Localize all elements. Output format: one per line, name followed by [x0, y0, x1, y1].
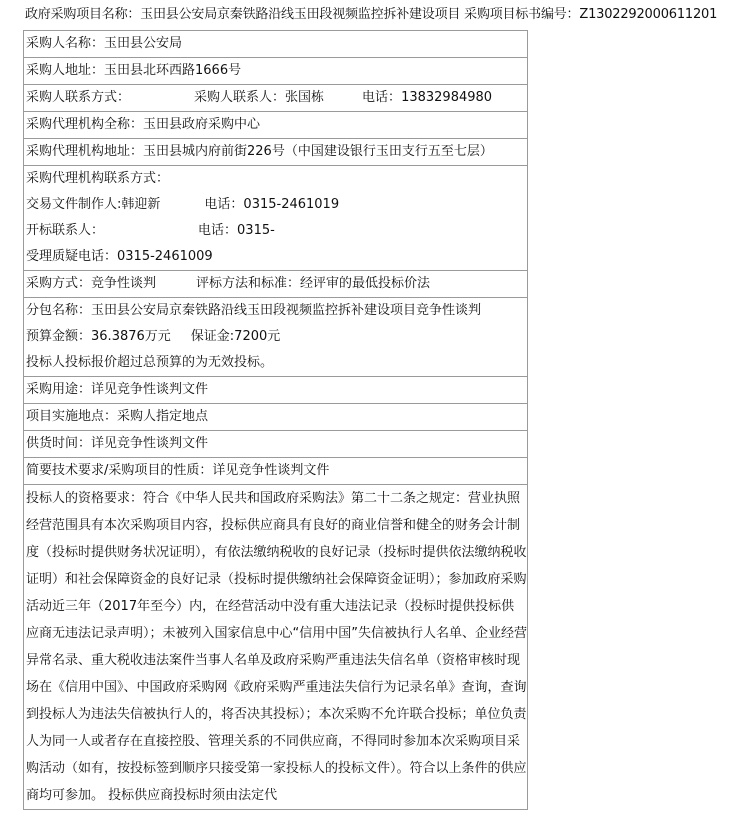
- project-name: 玉田县公安局京秦铁路沿线玉田段视频监控拆补建设项目: [140, 7, 461, 22]
- budget-label: 预算金额：: [26, 329, 92, 344]
- location-cell: [24, 404, 528, 431]
- method: 竞争性谈判: [91, 276, 157, 291]
- table-row: [24, 166, 528, 271]
- procurement-info-table: [23, 30, 528, 810]
- query-phone: 0315-2461009: [117, 249, 213, 264]
- tech: 详见竞争性谈判文件: [212, 463, 330, 478]
- eval-label: 评标方法和标准：: [196, 276, 301, 291]
- buyer-name-cell: [24, 31, 528, 58]
- project-no: Z1302292000611201: [579, 7, 718, 22]
- location: 采购人指定地点: [117, 409, 209, 424]
- tech-label: 简要技术要求/采购项目的性质：: [26, 463, 213, 478]
- table-row: [24, 271, 528, 298]
- buyer-name: 玉田县公安局: [104, 36, 183, 51]
- deposit: 7200元: [234, 329, 281, 344]
- package-cell: [24, 298, 528, 377]
- opening-phone-label: 电话：: [198, 223, 238, 238]
- buyer-contact-label: 采购人联系方式：: [26, 90, 131, 105]
- table-row: [24, 85, 528, 112]
- table-row: [24, 485, 528, 810]
- purpose: 详见竞争性谈判文件: [91, 382, 209, 397]
- table-row: [24, 298, 528, 377]
- package-label: 分包名称：: [26, 303, 92, 318]
- buyer-name-label: 采购人名称：: [26, 36, 105, 51]
- agency-contact-label: 采购代理机构联系方式：: [26, 171, 170, 186]
- project-name-label: 政府采购项目名称：: [25, 7, 141, 22]
- table-row: [24, 31, 528, 58]
- location-label: 项目实施地点：: [26, 409, 118, 424]
- doc-maker-phone-label: 电话：: [204, 197, 244, 212]
- buyer-address-cell: [24, 58, 528, 85]
- doc-maker: 韩迎新: [121, 197, 161, 212]
- method-label: 采购方式：: [26, 276, 92, 291]
- table-row: [24, 112, 528, 139]
- agency-address-label: 采购代理机构地址：: [26, 144, 144, 159]
- delivery-cell: [24, 431, 528, 458]
- table-row: [24, 404, 528, 431]
- qualification-cell: [24, 485, 528, 810]
- purpose-label: 采购用途：: [26, 382, 92, 397]
- buyer-person: 张国栋: [285, 90, 325, 105]
- purpose-cell: [24, 377, 528, 404]
- table-row: [24, 458, 528, 485]
- agency-name-cell: [24, 112, 528, 139]
- query-phone-label: 受理质疑电话：: [26, 249, 118, 264]
- buyer-phone-label: 电话：: [362, 90, 402, 105]
- over-budget-note: 投标人投标报价超过总预算的为无效投标。: [26, 355, 274, 370]
- opening-phone: 0315-: [237, 223, 275, 238]
- buyer-contact-cell: [24, 85, 528, 112]
- table-row: [24, 139, 528, 166]
- doc-maker-label: 交易文件制作人:: [26, 197, 122, 212]
- agency-address: 玉田县城内府前街226号（中国建设银行玉田支行五至七层）: [143, 144, 493, 159]
- table-row: [24, 431, 528, 458]
- delivery: 详见竞争性谈判文件: [91, 436, 209, 451]
- tech-cell: [24, 458, 528, 485]
- buyer-person-label: 采购人联系人：: [194, 90, 286, 105]
- doc-maker-phone: 0315-2461019: [243, 197, 340, 212]
- project-header: [25, 6, 717, 24]
- package: 玉田县公安局京秦铁路沿线玉田段视频监控拆补建设项目竞争性谈判: [91, 303, 482, 318]
- table-row: [24, 58, 528, 85]
- agency-name-label: 采购代理机构全称：: [26, 117, 144, 132]
- buyer-address-label: 采购人地址：: [26, 63, 105, 78]
- agency-contact-cell: [24, 166, 528, 271]
- delivery-label: 供货时间：: [26, 436, 92, 451]
- deposit-label: 保证金:: [190, 329, 235, 344]
- agency-name: 玉田县政府采购中心: [143, 117, 261, 132]
- buyer-phone: 13832984980: [401, 90, 493, 105]
- buyer-address: 玉田县北环西路1666号: [104, 63, 242, 78]
- qualification-text: 投标人的资格要求：符合《中华人民共和国政府采购法》第二十二条之规定：营业执照经营范围具有本次采购项目内容，投标供应商具有良好的商业信誉和健全的财务会计制度（投标时提供财务状况证明），有依法缴纳税收的良好记录（投标时提供依法缴纳税收证明）和社会保障资金的良好记录（投标时提供缴纳社会保障资金证明）；参加政府采购活动近三年（2017年至今）内，在经营活动中没有重大违法记录（投标时提供投标供应商无违法记录声明）；未被列入国家信息中心“信用中国”失信被执行人名单、企业经营异常名录、重大税收违法案件当事人名单及政府采购严重违法失信名单（资格审核时现场在《信用中国》、中国政府采购网《政府采购严重违法失信行为记录名单》查询，查询到投标人为违法失信被执行人的，将否决其投标）；本次采购不允许联合投标；单位负责人为同一人或者存在直接控股、管理关系的不同供应商，不得同时参加本次采购项目采购活动（如有，按投标签到顺序只接受第一家投标人的投标文件）。符合以上条件的供应商均可参加。 投标供应商投标时须由法定代: [26, 491, 527, 803]
- table-row: [24, 377, 528, 404]
- project-no-label: 采购项目标书编号：: [464, 7, 580, 22]
- budget: 36.3876万元: [91, 329, 171, 344]
- eval: 经评审的最低投标价法: [300, 276, 431, 291]
- opening-contact-label: 开标联系人：: [26, 223, 105, 238]
- method-cell: [24, 271, 528, 298]
- agency-address-cell: [24, 139, 528, 166]
